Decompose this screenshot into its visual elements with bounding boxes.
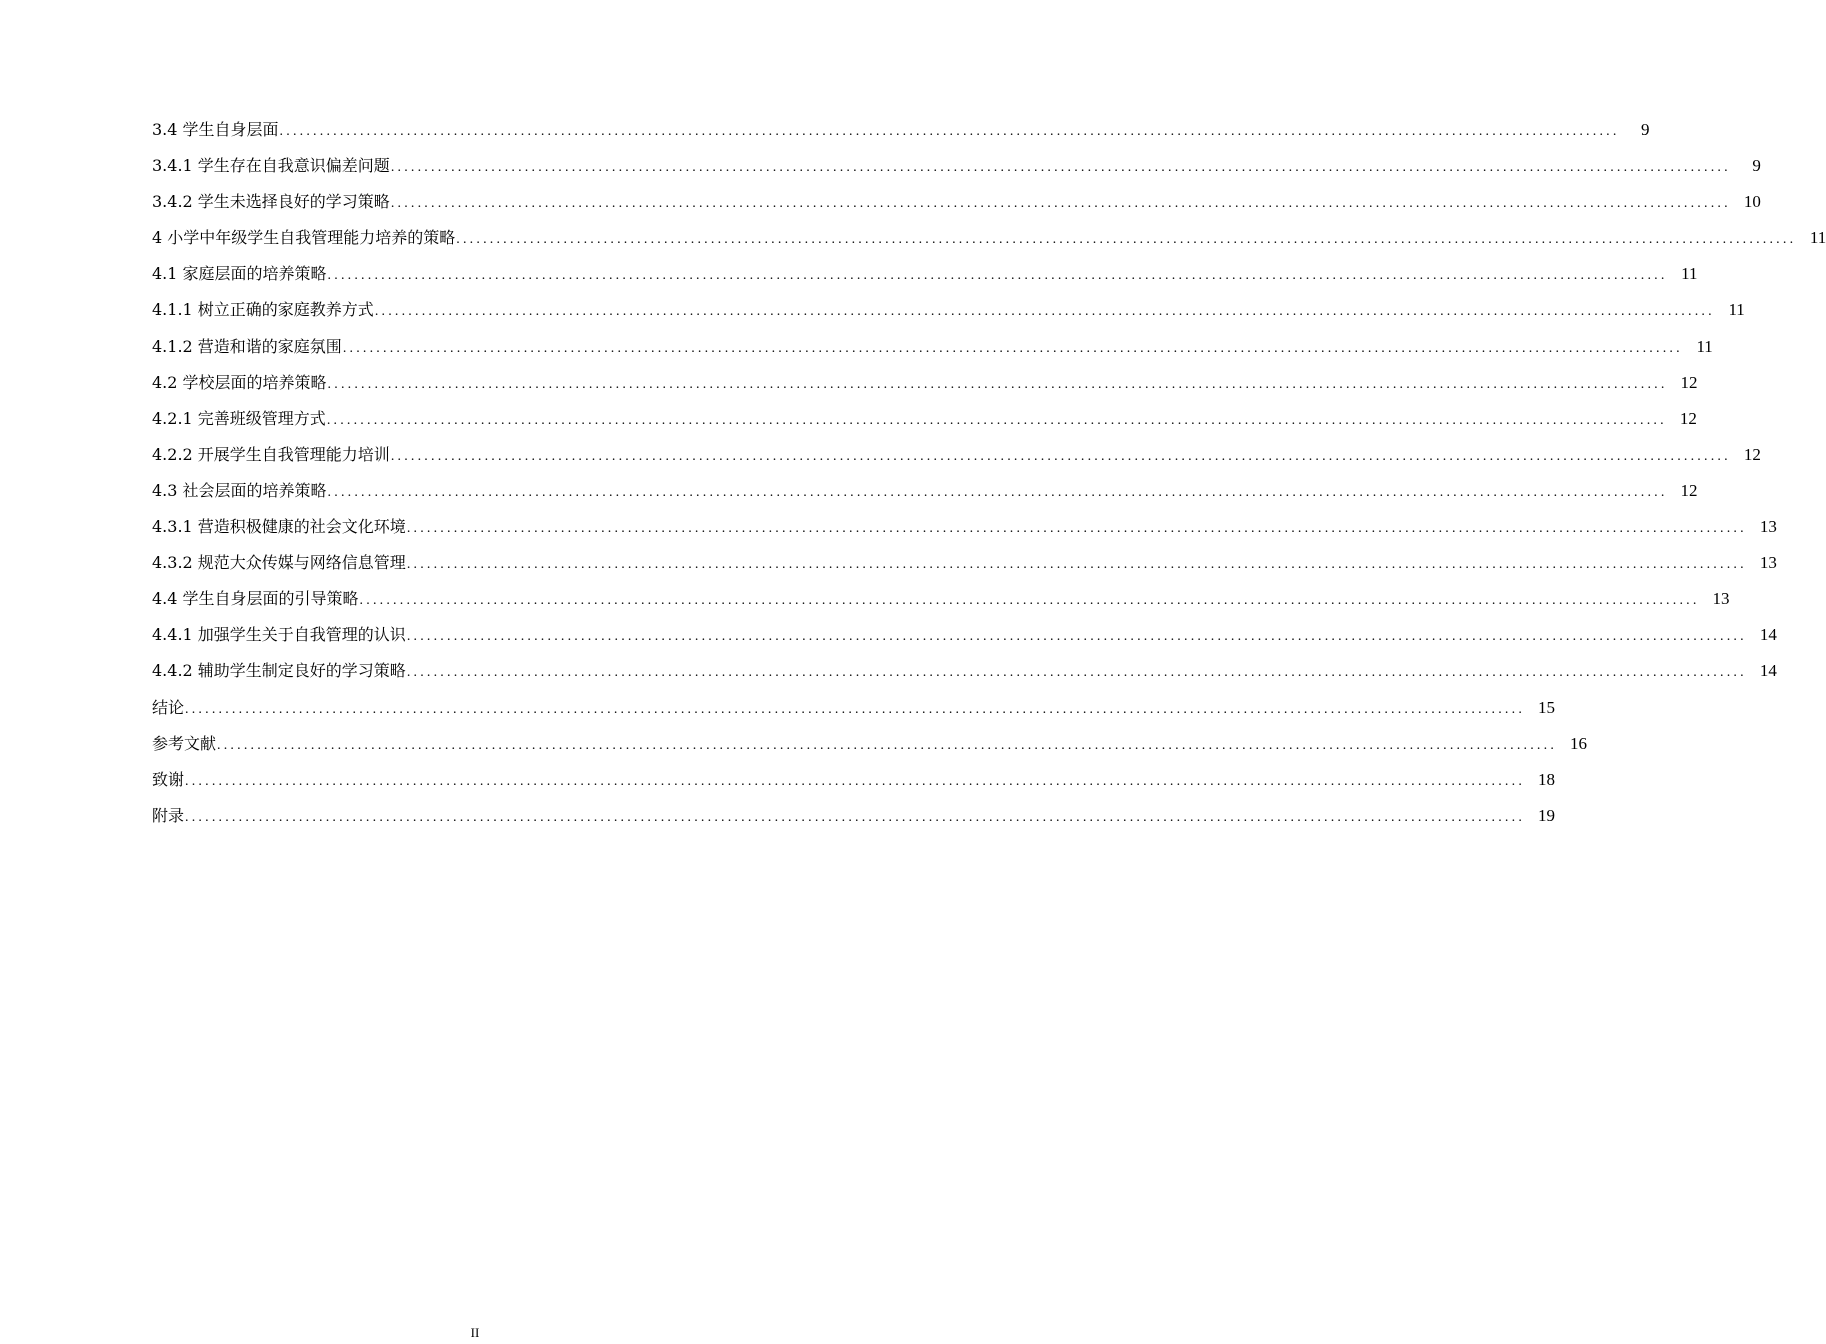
toc-leader-dots: ........................................................................................................................................................................................................ xyxy=(185,809,1526,825)
toc-leader-dots: ........................................................................................................................................................................................................ xyxy=(456,232,1797,248)
toc-leader-dots: ........................................................................................................................................................................................................ xyxy=(406,629,1747,645)
toc-entry[interactable] xyxy=(152,545,1777,581)
toc-entry[interactable] xyxy=(152,220,1826,256)
toc-entry-title: 4.3.2 规范大众传媒与网络信息管理 xyxy=(152,553,406,573)
toc-entry-title: 附录 xyxy=(152,805,185,825)
toc-entry-page: 19 xyxy=(1538,805,1556,825)
toc-entry-page: 12 xyxy=(1743,444,1761,464)
toc-entry[interactable] xyxy=(152,653,1777,689)
toc-leader-dots: ........................................................................................................................................................................................................ xyxy=(279,124,1620,139)
toc-entry-page: 11 xyxy=(1728,300,1745,320)
toc-entry[interactable] xyxy=(152,256,1698,292)
toc-entry-title: 4.3.1 营造积极健康的社会文化环境 xyxy=(152,517,406,537)
toc-entry-page: 13 xyxy=(1712,589,1730,609)
toc-entry[interactable] xyxy=(152,473,1698,509)
toc-entry-title: 3.4.1 学生存在自我意识偏差问题 xyxy=(152,156,390,176)
toc-entry[interactable] xyxy=(152,509,1777,545)
toc-entry[interactable] xyxy=(152,581,1730,617)
toc-entry-page: 16 xyxy=(1570,733,1588,753)
toc-leader-dots: ........................................................................................................................................................................................................ xyxy=(217,737,1558,753)
toc-entry-page: 14 xyxy=(1759,661,1777,681)
toc-entry[interactable] xyxy=(152,690,1556,726)
toc-entry-title: 4.4 学生自身层面的引导策略 xyxy=(152,589,359,609)
toc-entry-page: 11 xyxy=(1681,264,1698,284)
toc-entry[interactable] xyxy=(152,437,1761,473)
toc-entry-title: 4.2.1 完善班级管理方式 xyxy=(152,408,326,428)
page-number: II xyxy=(470,1325,480,1340)
toc-entry-page: 14 xyxy=(1759,625,1777,645)
toc-entry[interactable] xyxy=(152,401,1697,437)
toc-entry[interactable] xyxy=(152,329,1713,365)
toc-entry[interactable] xyxy=(152,365,1698,401)
toc-entry-title: 致谢 xyxy=(152,769,185,789)
toc-entry-title: 4.1.2 营造和谐的家庭氛围 xyxy=(152,336,342,356)
toc-entry-title: 4.2.2 开展学生自我管理能力培训 xyxy=(152,444,390,464)
toc-leader-dots: ........................................................................................................................................................................................................ xyxy=(390,448,1731,464)
toc-leader-dots: ........................................................................................................................................................................................................ xyxy=(390,196,1731,212)
toc-leader-dots: ........................................................................................................................................................................................................ xyxy=(327,484,1668,500)
toc-entry-title: 3.4.2 学生未选择良好的学习策略 xyxy=(152,192,390,212)
toc-entry[interactable] xyxy=(152,798,1556,834)
toc-entry-title: 4.2 学校层面的培养策略 xyxy=(152,372,327,392)
toc-entry-page: 9 xyxy=(1641,120,1650,139)
toc-entry-title: 4 小学中年级学生自我管理能力培养的策略 xyxy=(152,228,456,248)
toc-leader-dots: ........................................................................................................................................................................................................ xyxy=(326,412,1667,428)
toc-entry-page: 13 xyxy=(1759,553,1777,573)
toc-entry[interactable] xyxy=(152,617,1777,653)
toc-leader-dots: ........................................................................................................................................................................................................ xyxy=(185,773,1526,789)
toc-entry-page: 15 xyxy=(1538,697,1556,717)
toc-leader-dots: ........................................................................................................................................................................................................ xyxy=(406,665,1747,681)
toc-entry-page: 11 xyxy=(1696,336,1713,356)
toc-entry-page: 12 xyxy=(1679,408,1697,428)
toc-entry-page: 10 xyxy=(1743,192,1761,212)
toc-leader-dots: ........................................................................................................................................................................................................ xyxy=(342,340,1683,356)
toc-leader-dots: ........................................................................................................................................................................................................ xyxy=(327,268,1668,284)
toc-entry-title: 4.1.1 树立正确的家庭教养方式 xyxy=(152,300,374,320)
toc-entry[interactable] xyxy=(152,726,1588,762)
table-of-contents xyxy=(152,112,1826,834)
toc-entry[interactable] xyxy=(152,112,1650,148)
toc-entry-page: 12 xyxy=(1680,372,1698,392)
toc-leader-dots: ........................................................................................................................................................................................................ xyxy=(359,593,1700,609)
toc-entry[interactable] xyxy=(152,148,1761,184)
toc-entry-title: 4.3 社会层面的培养策略 xyxy=(152,480,327,500)
toc-leader-dots: ........................................................................................................................................................................................................ xyxy=(185,701,1526,717)
toc-entry[interactable] xyxy=(152,292,1745,328)
toc-entry-title: 3.4 学生自身层面 xyxy=(152,120,279,139)
toc-leader-dots: ........................................................................................................................................................................................................ xyxy=(390,160,1731,176)
toc-entry-page: 11 xyxy=(1809,228,1826,248)
toc-leader-dots: ........................................................................................................................................................................................................ xyxy=(374,304,1715,320)
toc-entry-page: 9 xyxy=(1752,156,1761,176)
toc-entry-title: 参考文献 xyxy=(152,733,217,753)
toc-entry-title: 4.4.1 加强学生关于自我管理的认识 xyxy=(152,625,406,645)
toc-entry-title: 4.4.2 辅助学生制定良好的学习策略 xyxy=(152,661,406,681)
toc-leader-dots: ........................................................................................................................................................................................................ xyxy=(406,557,1747,573)
toc-entry-title: 4.1 家庭层面的培养策略 xyxy=(152,264,327,284)
toc-entry[interactable] xyxy=(152,762,1556,798)
toc-leader-dots: ........................................................................................................................................................................................................ xyxy=(327,376,1668,392)
toc-entry-page: 12 xyxy=(1680,480,1698,500)
toc-leader-dots: ........................................................................................................................................................................................................ xyxy=(406,521,1747,537)
toc-entry[interactable] xyxy=(152,184,1761,220)
toc-entry-page: 18 xyxy=(1538,769,1556,789)
toc-entry-page: 13 xyxy=(1759,517,1777,537)
toc-entry-title: 结论 xyxy=(152,697,185,717)
